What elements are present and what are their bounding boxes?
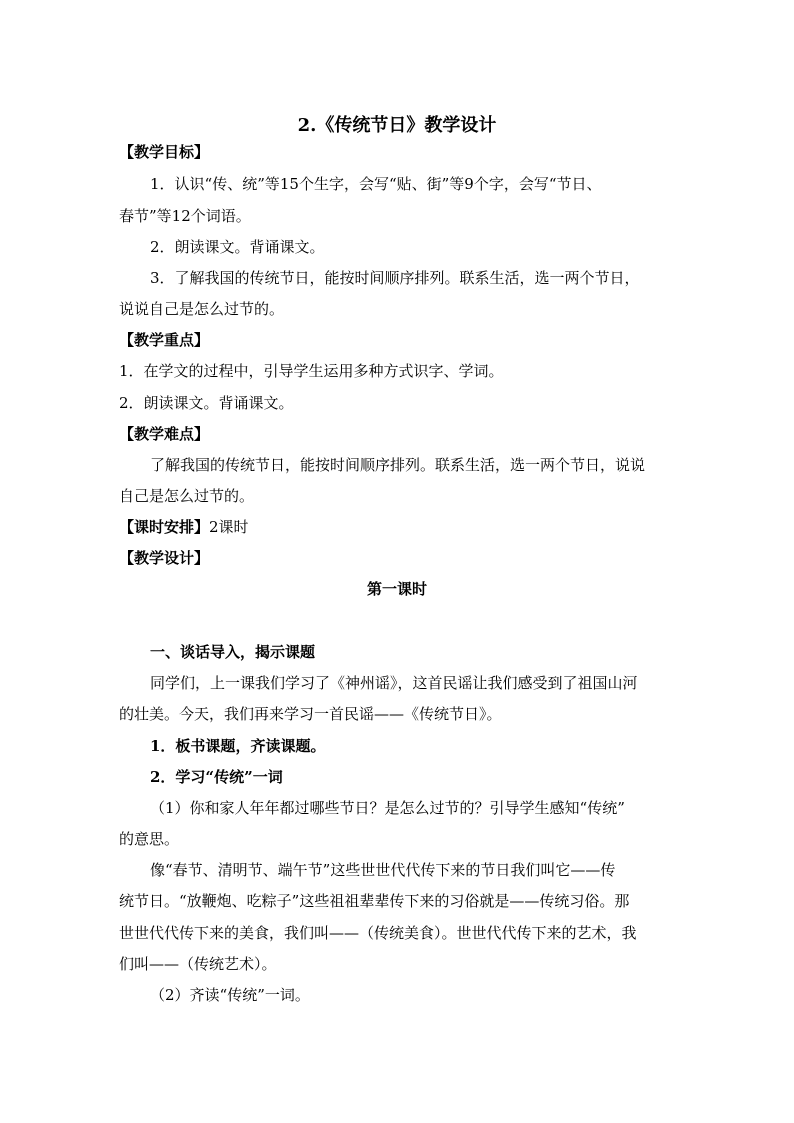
objective-3-line-1: 3．了解我国的传统节日，能按时间顺序排列。联系生活，选一两个节日，	[150, 269, 640, 287]
step-2: 2．学习“传统”一词	[150, 768, 283, 786]
schedule-row	[119, 517, 249, 537]
question-2: （2）齐读“传统”一词。	[150, 986, 310, 1004]
difficulties-heading: 【教学难点】	[119, 425, 210, 443]
schedule-heading: 【课时安排】	[119, 518, 210, 536]
schedule-value: 2课时	[209, 518, 249, 536]
paragraph-line-4: 们叫——（传统艺术）。	[119, 955, 277, 973]
difficulties-line-1: 了解我国的传统节日，能按时间顺序排列。联系生活，选一两个节日，说说	[150, 456, 646, 474]
document-title: 2.《传统节日》教学设计	[297, 115, 497, 136]
objective-2: 2．朗读课文。背诵课文。	[150, 238, 325, 256]
question-1-line-1: （1）你和家人年年都过哪些节日？是怎么过节的？引导学生感知“传统”	[150, 799, 625, 817]
objectives-heading: 【教学目标】	[119, 143, 210, 161]
step-1: 1．板书课题，齐读课题。	[150, 737, 326, 755]
intro-line-1: 同学们，上一课我们学习了《神州谣》，这首民谣让我们感受到了祖国山河	[150, 674, 638, 692]
difficulties-line-2: 自己是怎么过节的。	[119, 487, 255, 505]
lesson-title: 第一课时	[366, 580, 427, 598]
section-1-heading: 一、谈话导入，揭示课题	[150, 643, 316, 661]
question-1-line-2: 的意思。	[119, 830, 180, 848]
key-points-heading: 【教学重点】	[119, 331, 210, 349]
paragraph-line-3: 世世代代传下来的美食，我们叫——（传统美食）。世世代代传下来的艺术，我	[119, 924, 637, 942]
objective-1-line-2: 春节”等12个词语。	[119, 207, 251, 225]
key-point-2: 2．朗读课文。背诵课文。	[119, 394, 294, 412]
key-point-1: 1．在学文的过程中，引导学生运用多种方式识字、学词。	[119, 362, 504, 380]
objective-1-line-1: 1．认识“传、统”等15个生字，会写“贴、街”等9个字，会写“节日、	[150, 175, 602, 193]
design-heading: 【教学设计】	[119, 549, 210, 567]
objective-3-line-2: 说说自己是怎么过节的。	[119, 300, 285, 318]
paragraph-line-2: 统节日。“放鞭炮、吃粽子”这些祖祖辈辈传下来的习俗就是——传统习俗。那	[119, 892, 630, 910]
paragraph-line-1: 像“春节、清明节、端午节”这些世世代代传下来的节日我们叫它——传	[150, 861, 616, 879]
intro-line-2: 的壮美。今天，我们再来学习一首民谣——《传统节日》。	[119, 705, 502, 723]
